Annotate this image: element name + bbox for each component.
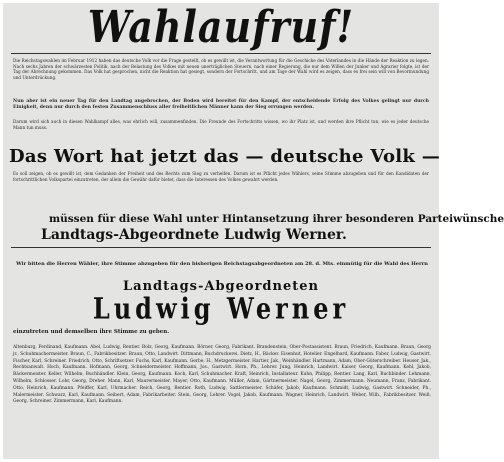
- support-line: einzutreten und demselben ihre Stimme zu geben.: [13, 329, 170, 335]
- headline-volk: Das Wort hat jetzt das — deutsche Volk —: [9, 146, 441, 167]
- appeal-text: Wir bitten die Herren Wähler, ihre Stimme abzugeben für den bisherigen Reichstagsabgeordneten am 28. d. Mts. einmütig für die Wahl des Herrn: [16, 261, 428, 267]
- bold-statement: Nun aber ist ein neuer Tag für den Landtag angebrochen, der Boden wird bereitet für den Kampf, der entscheidende Erfolg des Volkes gelingt nur durch Einigkeit, denn nur durch den festen Zusammenschluss aller freiheitlichen Männer kann der Sieg errungen werden.: [13, 99, 429, 110]
- title-divider: [11, 53, 431, 54]
- poster-title: Wahlaufruf!: [87, 0, 355, 53]
- office-label: Landtags-Abgeordneten: [123, 279, 319, 294]
- third-paragraph: Es soll zeigen, ob es gewillt ist, dem Gedanken der Freiheit und des Rechts zum Sieg zu verhelfen. Darum ist es Pflicht jedes Wählers, seine Stimme abzugeben und für den Kandidaten der fortschrittlichen Volkspartei einzutreten, der allein die Gewähr dafür bietet, dass die Interessen des Volkes gewahrt werden.: [13, 171, 429, 182]
- intro-paragraph: Die Reichstagswahlen im Februar 1912 haben das deutsche Volk vor die Frage gestellt, ob es gewillt ist, die Verantwortung für die Geschicke des Vaterlandes in die Hände der Reaktion zu legen. Nach sechs Jahren der schwärzesten Politik, nach der Belastung des Volkes mit neuen unerträglichen Steuern, nach einer Regierung, die nur dem Willen der Junker und Agrarier folgte, ist der Tag der Abrechnung gekommen. Das Volk hat gesprochen, nicht die Reaktion hat gesiegt, sondern der Fortschritt, und am Tage der Wahl wird es zeigen, dass es frei sein will von Bevormundung und Unterdrückung.: [13, 58, 429, 80]
- headline-wahl: müssen für diese Wahl unter Hintansetzung ihrer besonderen Parteiwünsche: [49, 213, 504, 225]
- election-poster: [3, 0, 504, 459]
- candidate-headline: Landtags-Abgeordnete Ludwig Werner.: [41, 227, 347, 243]
- candidate-name: Ludwig Werner: [92, 291, 350, 326]
- second-paragraph: Darum wird sich auch in diesen Wahlkampf alles, was ehrlich will, zusammenfinden. Die Freunde des Fortschritts wissen, wo ihr Platz ist, und werden ihre Pflicht tun, wie es jeder deutsche Mann tun muss.: [13, 119, 429, 130]
- signatories-list: Altenburg, Ferdinand, Kaufmann. Abel, Ludwig, Rentier. Bolz, Georg, Kaufmann. Börner, Georg, Fabrikant. Brandenstein, Ober-Postassistent. Braun, Friedrich, Kaufmann. Braun, Georg jr., Schuhmachermeister. Braun, C., Fabrikbesitzer. Braun, Otto, Landwirt. Dittmann, Buchdruckerei. Dietz, H., Bäcker. Eisenhut, Hotelier. Engelhard, Kaufmann. Faber, Ludwig, Gastwirt. Fischer, Karl, Schreiner. Friedrich, Otto, Schriftsetzer. Fuchs, Karl, Kaufmann. Gerbe, H., Metzgermeister. Hartier, Jak., Weinhändler. Hartmann, Adam, Ober-Güterschreiber. Heuser, Jak., Rechtsanwalt. Hoch, Kaufmann. Hofmann, Georg, Schneidermeister. Hoffmann, Jos., Gastwirt. Horn, Ph., Lehrer. Jung, Heinrich, Landwirt. Kaiser, Georg, Kaufmann. Kehl, Jakob, Bäckermeister. Keller, Wilhelm, Buchhändler. Klein, Georg, Kaufmann. Koch, Karl, Schuhmacher. Kraft, Heinrich, Installateur. Kuhn, Philipp, Rentier. Lang, Karl, Buchbinder. Lehmann, Wilhelm, Schlosser. Lohr, Georg, Dreher. Mann, Karl, Maurermeister. Mayer, Otto, Kaufmann. Müller, Adam, Gärtnermeister. Nagel, Georg, Zimmermann. Neumann, Franz, Fabrikant. Otto, Heinrich, Kaufmann. Pfeiffer, Karl, Uhrmacher. Reich, Georg, Rentier. Roth, Ludwig, Sattlermeister. Schäfer, Jakob, Kaufmann. Schmidt, Ludwig, Gastwirt. Schneider, Ph., Malermeister. Schwarz, Karl, Kaufmann. Seibert, Adam, Fabrikarbeiter. Stein, Georg, Lehrer. Vogel, Jakob, Kaufmann. Wagner, Heinrich, Landwirt. Weber, Wilh., Fabrikbesitzer. Weiß, Georg, Schreiner. Zimmermann, Karl, Kaufmann.: [13, 345, 431, 405]
- section-divider: [11, 247, 431, 248]
